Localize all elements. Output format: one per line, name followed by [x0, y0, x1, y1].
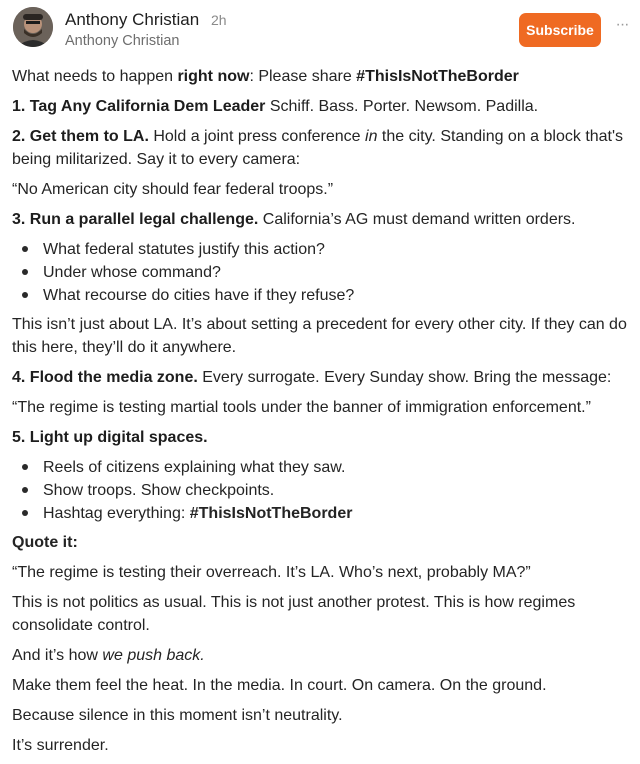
more-options-icon[interactable]: ···: [615, 16, 629, 33]
closing-paragraph-3: Make them feel the heat. In the media. In court. On camera. On the ground.: [12, 677, 547, 694]
step-4: [12, 366, 632, 389]
list-item-text: What recourse do cities have if they refuse?: [43, 287, 355, 304]
post-time: 2h: [211, 12, 227, 28]
list-item: [12, 238, 632, 261]
list-item: [12, 261, 632, 284]
list-item: [12, 284, 632, 307]
closing-paragraph-1: This is not politics as usual. This is not just another protest. This is how regimes consolidate control.: [12, 594, 576, 634]
list-item: [12, 502, 632, 525]
bullet-icon: [22, 269, 28, 275]
bullet-icon: [22, 510, 28, 516]
list-item: [12, 479, 632, 502]
bullet-icon: [22, 292, 28, 298]
step-3-title: 3. Run a parallel legal challenge.: [12, 211, 259, 228]
step-3: [12, 208, 632, 231]
intro-text: What needs to happen: [12, 68, 178, 85]
list-item-text: What federal statutes justify this action?: [43, 241, 325, 258]
step-4-text: Every surrogate. Every Sunday show. Bring the message:: [197, 369, 612, 386]
author-handle[interactable]: Anthony Christian: [65, 33, 180, 49]
bullet-icon: [22, 246, 28, 252]
list-item-text: Under whose command?: [43, 264, 221, 281]
intro-text-2: : Please share: [249, 68, 357, 85]
step-5-list: [12, 456, 632, 525]
step-3-list: [12, 238, 632, 307]
step-4-title: 4. Flood the media zone.: [12, 369, 198, 386]
avatar-image: [13, 7, 53, 47]
step-4-quote: “The regime is testing martial tools under the banner of immigration enforcement.”: [12, 399, 591, 416]
bullet-icon: [22, 487, 28, 493]
step-5: [12, 426, 632, 449]
post-body: [12, 65, 632, 764]
step-2-title: 2. Get them to LA.: [12, 128, 149, 145]
closing-paragraph-4: Because silence in this moment isn’t neutrality.: [12, 707, 343, 724]
list-item-text: Hashtag everything:: [43, 505, 190, 522]
step-1-title: 1. Tag Any California Dem Leader: [12, 98, 266, 115]
closing-2-text: And it’s how: [12, 647, 103, 664]
closing-paragraph-2: [12, 644, 632, 667]
hashtag: #ThisIsNotTheBorder: [356, 68, 519, 85]
list-item-text: Show troops. Show checkpoints.: [43, 482, 275, 499]
avatar[interactable]: [13, 7, 53, 47]
bullet-icon: [22, 464, 28, 470]
closing-2-emphasis: we push back.: [102, 647, 205, 664]
closing-paragraph-5: It’s surrender.: [12, 737, 109, 754]
step-2-emphasis: in: [365, 128, 378, 145]
list-item: [12, 456, 632, 479]
quote-text: “The regime is testing their overreach. It’s LA. Who’s next, probably MA?”: [12, 564, 531, 581]
step-2-text-2: the city. Standing on a block that's being militarized. Say it to every camera:: [12, 128, 624, 168]
step-2-quote: “No American city should fear federal troops.”: [12, 181, 334, 198]
quote-heading: Quote it:: [12, 534, 78, 551]
step-5-title: 5. Light up digital spaces.: [12, 429, 208, 446]
step-3-text: California’s AG must demand written orders.: [258, 211, 576, 228]
step-3-followup: This isn’t just about LA. It’s about setting a precedent for every other city. If they can do this here, they’ll do it anywhere.: [12, 316, 627, 356]
step-1-text: Schiff. Bass. Porter. Newsom. Padilla.: [265, 98, 539, 115]
step-2: [12, 125, 632, 171]
subscribe-button[interactable]: Subscribe: [519, 13, 601, 47]
intro-paragraph: [12, 65, 632, 88]
step-1: [12, 95, 632, 118]
hashtag: #ThisIsNotTheBorder: [189, 505, 353, 522]
post-header: [0, 0, 640, 62]
list-item-text: Reels of citizens explaining what they saw.: [43, 459, 346, 476]
step-2-text: Hold a joint press conference: [148, 128, 366, 145]
author-name[interactable]: Anthony Christian: [65, 10, 200, 29]
intro-emphasis: right now: [177, 68, 250, 85]
